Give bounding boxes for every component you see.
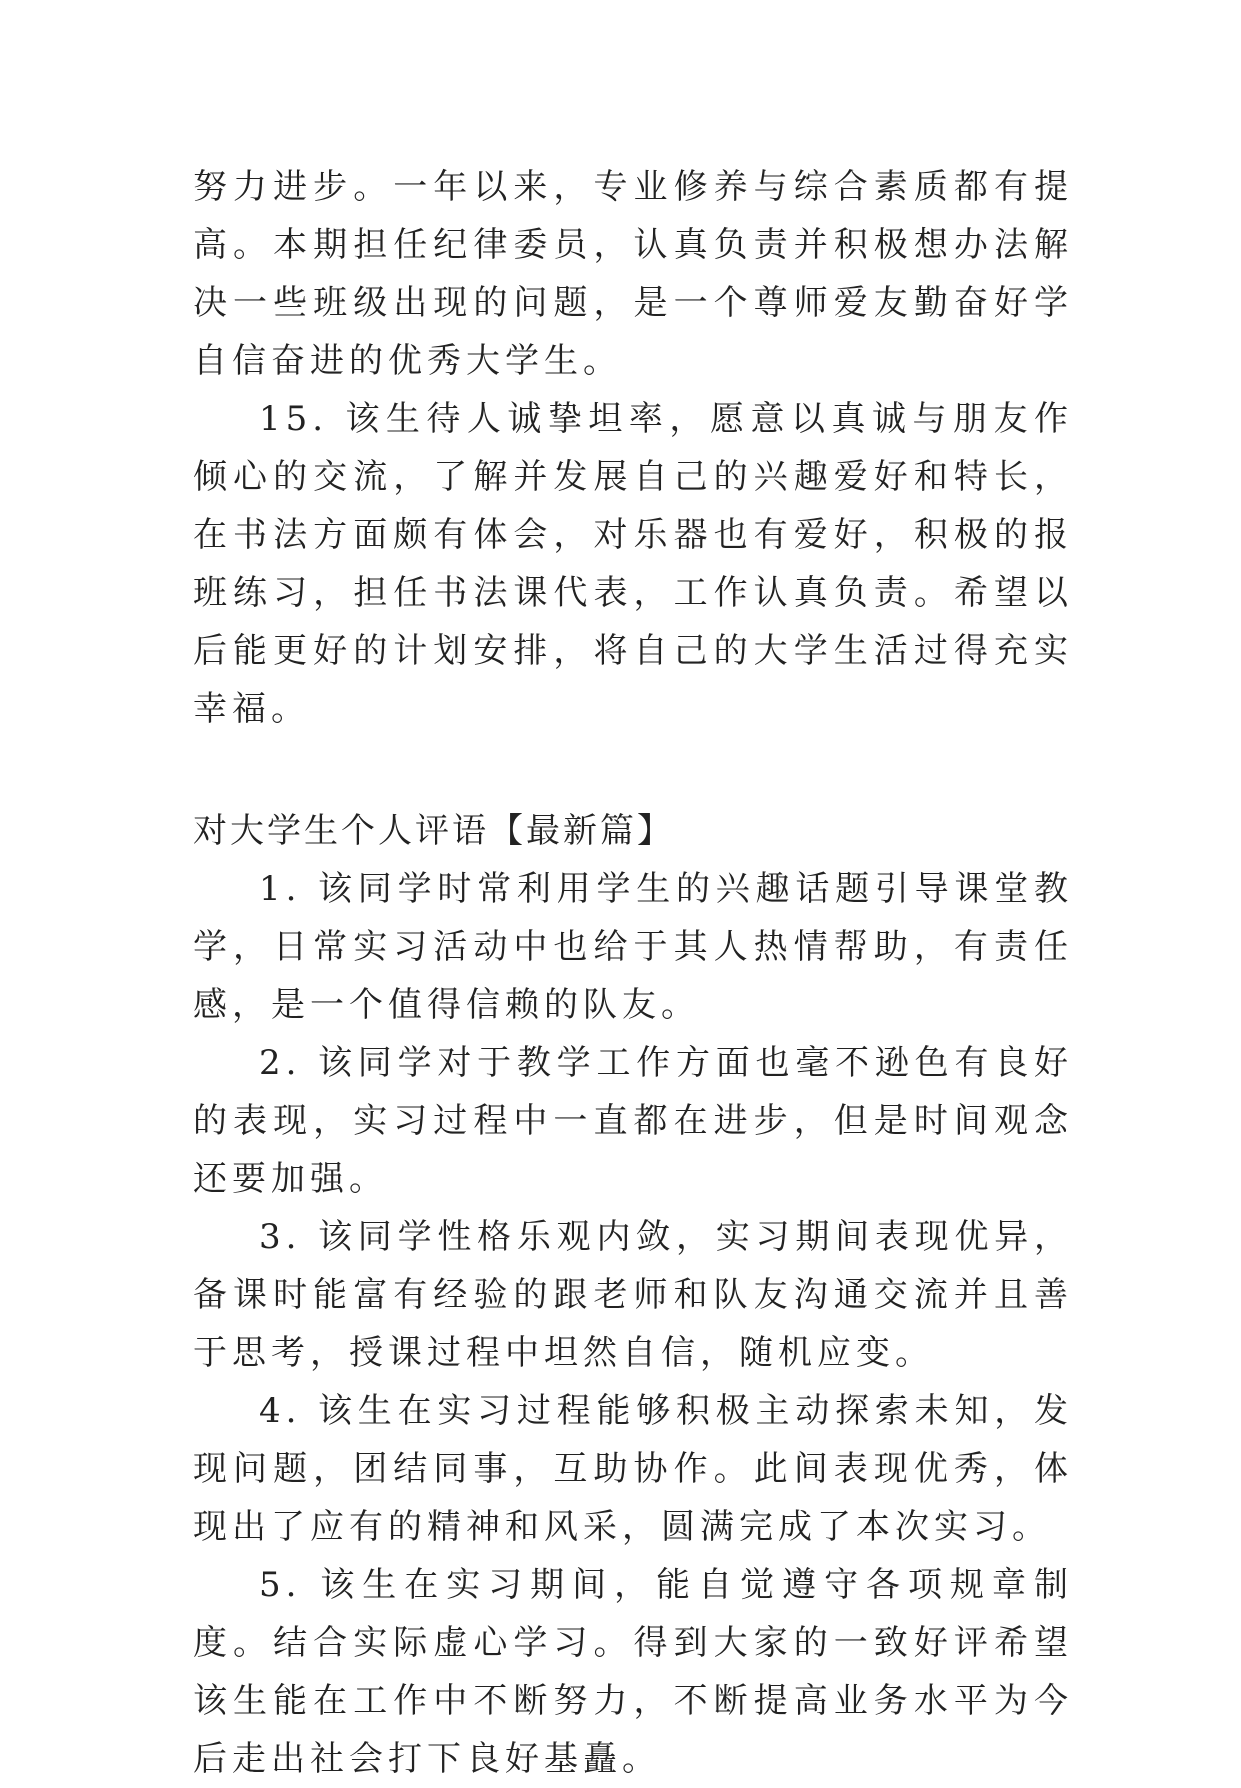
- paragraph-item-15: 15. 该生待人诚挚坦率，愿意以真诚与朋友作倾心的交流，了解并发展自己的兴趣爱好和特长，在书法方面颇有体会，对乐器也有爱好，积极的报班练习，担任书法课代表，工作认真负责。希望以后能更好的计划安排，将自己的大学生活过得充实幸福。: [193, 399, 1073, 729]
- list-item: 2. 该同学对于教学工作方面也毫不逊色有良好的表现，实习过程中一直都在进步，但是时间观念还要加强。: [193, 1043, 1073, 1199]
- list-item: 4. 该生在实习过程能够积极主动探索未知，发现问题，团结同事，互助协作。此间表现优秀，体现出了应有的精神和风采，圆满完成了本次实习。: [193, 1391, 1073, 1547]
- list-item: 3. 该同学性格乐观内敛，实习期间表现优异，备课时能富有经验的跟老师和队友沟通交流并且善于思考，授课过程中坦然自信，随机应变。: [193, 1217, 1073, 1373]
- list-item: 1. 该同学时常利用学生的兴趣话题引导课堂教学，日常实习活动中也给于其人热情帮助，有责任感，是一个值得信赖的队友。: [193, 869, 1073, 1025]
- section-heading: 对大学生个人评语【最新篇】: [193, 811, 674, 851]
- list-item: 5. 该生在实习期间，能自觉遵守各项规章制度。结合实际虚心学习。得到大家的一致好评希望该生能在工作中不断努力，不断提高业务水平为今后走出社会打下良好基矗。: [193, 1565, 1073, 1779]
- paragraph-continued: 努力进步。一年以来，专业修养与综合素质都有提高。本期担任纪律委员，认真负责并积极想办法解决一些班级出现的问题，是一个尊师爱友勤奋好学自信奋进的优秀大学生。: [193, 167, 1073, 381]
- document-body: [193, 158, 1073, 1788]
